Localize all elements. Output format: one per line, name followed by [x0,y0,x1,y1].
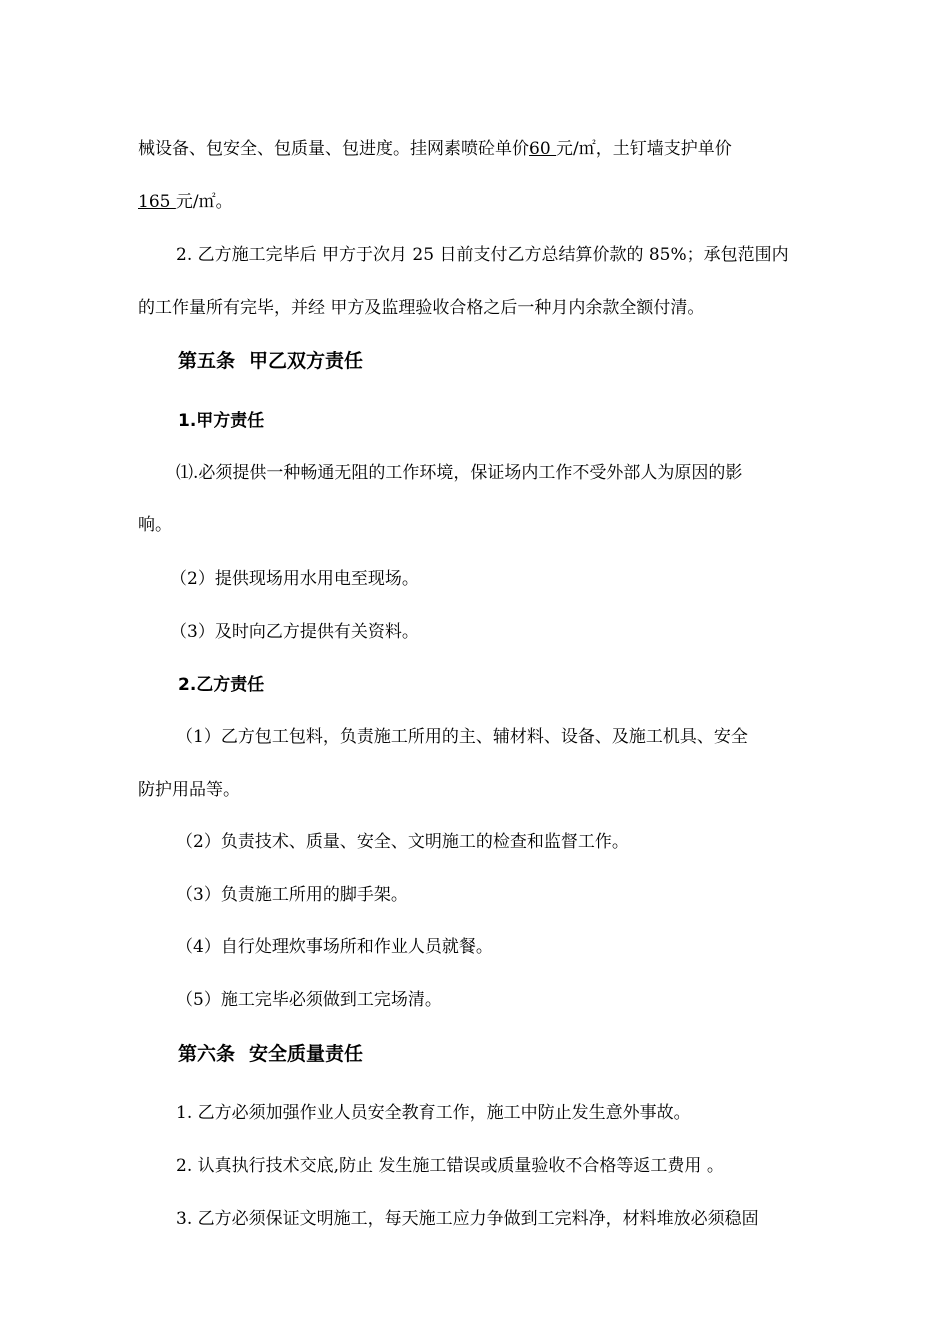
party-b-heading: 2.乙方责任 [178,675,265,695]
soil-nail-unit-price: 165 [138,192,176,212]
section-6-title [178,1040,363,1068]
payment-clause-line-2: 的工作量所有完毕，并经 甲方及监理验收合格之后一种月内余款全额付清。 [138,298,705,318]
section-5-heading: 甲乙双方责任 [249,350,364,372]
party-a-item-3: （3）及时向乙方提供有关资料。 [170,622,419,642]
price-paragraph-line-2 [138,189,838,215]
payment-clause-line-1: 2. 乙方施工完毕后 甲方于次月 25 日前支付乙方总结算价款的 85%；承包范围内 [176,245,789,265]
party-b-item-1-line-2: 防护用品等。 [138,780,240,800]
price-text-prefix: 械设备、包安全、包质量、包进度。挂网素喷砼单价 [138,139,529,159]
party-a-item-1-line-1: ⑴.必须提供一种畅通无阻的工作环境，保证场内工作不受外部人为原因的影 [176,463,743,483]
party-b-item-5: （5）施工完毕必须做到工完场清。 [176,990,442,1010]
party-b-item-3: （3）负责施工所用的脚手架。 [176,885,408,905]
party-b-item-4: （4）自行处理炊事场所和作业人员就餐。 [176,937,493,957]
party-a-heading: 1.甲方责任 [178,411,265,431]
safety-item-2: 2. 认真执行技术交底,防止 发生施工错误或质量验收不合格等返工费用 。 [176,1156,724,1176]
safety-item-1: 1. 乙方必须加强作业人员安全教育工作，施工中防止发生意外事故。 [176,1103,691,1123]
price-paragraph-line-1 [138,136,838,162]
section-5-title [178,347,363,375]
shotcrete-unit-price: 60 [529,139,557,159]
party-a-item-1-line-2: 响。 [138,515,172,535]
price-text-suffix: 元/㎡。 [175,192,233,212]
safety-item-3: 3. 乙方必须保证文明施工，每天施工应力争做到工完料净，材料堆放必须稳固 [176,1209,759,1229]
price-text-middle: 元/㎡，土钉墙支护单价 [556,139,732,159]
section-6-number: 第六条 [178,1043,236,1065]
party-b-item-1-line-1: （1）乙方包工包料，负责施工所用的主、辅材料、设备、及施工机具、安全 [176,727,748,747]
party-a-item-2: （2）提供现场用水用电至现场。 [170,569,419,589]
section-6-heading: 安全质量责任 [249,1043,364,1065]
party-b-item-2: （2）负责技术、质量、安全、文明施工的检查和监督工作。 [176,832,629,852]
section-5-number: 第五条 [178,350,236,372]
